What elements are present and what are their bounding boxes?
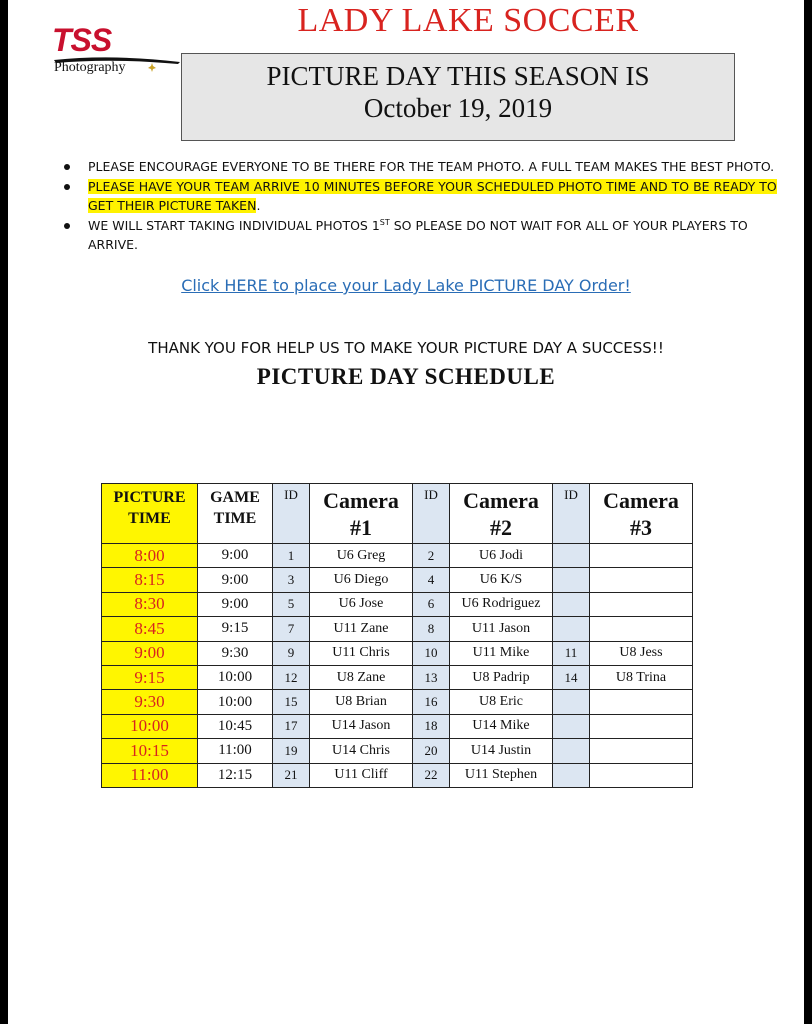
camera-3-cell: U8 Trina bbox=[590, 665, 693, 689]
id-cell: 4 bbox=[413, 568, 450, 592]
banner-date: October 19, 2019 bbox=[363, 93, 553, 123]
game-time-cell: 9:30 bbox=[198, 641, 273, 665]
camera-1-cell: U14 Jason bbox=[310, 714, 413, 738]
table-row bbox=[102, 665, 693, 689]
id-cell: 19 bbox=[273, 739, 310, 763]
instruction-punctuation: . bbox=[256, 198, 261, 213]
instruction-text-highlighted: PLEASE HAVE YOUR TEAM ARRIVE 10 MINUTES BEFORE YOUR SCHEDULED PHOTO TIME AND TO BE READY TO GET THEIR PICTURE TAKEN bbox=[88, 178, 777, 213]
instruction-text: PLEASE ENCOURAGE EVERYONE TO BE THERE FOR THE TEAM PHOTO. A FULL TEAM MAKES THE BEST PHOTO. bbox=[88, 159, 775, 174]
camera-3-cell bbox=[590, 568, 693, 592]
id-cell bbox=[553, 714, 590, 738]
camera-1-cell: U6 Greg bbox=[310, 544, 413, 568]
camera-3-header: Camera #3 bbox=[590, 484, 693, 544]
id-cell: 2 bbox=[413, 544, 450, 568]
table-row bbox=[102, 641, 693, 665]
table-row bbox=[102, 617, 693, 641]
camera-2-cell: U11 Stephen bbox=[450, 763, 553, 787]
id-cell: 1 bbox=[273, 544, 310, 568]
camera-3-cell bbox=[590, 763, 693, 787]
camera-1-header: Camera #1 bbox=[310, 484, 413, 544]
logo-brand: TSS bbox=[52, 22, 112, 58]
id-cell: 8 bbox=[413, 617, 450, 641]
camera-3-cell bbox=[590, 690, 693, 714]
id-cell: 11 bbox=[553, 641, 590, 665]
camera-1-cell: U14 Chris bbox=[310, 739, 413, 763]
table-header-row bbox=[102, 484, 693, 544]
id-cell: 15 bbox=[273, 690, 310, 714]
picture-day-banner bbox=[181, 53, 735, 141]
camera-2-cell: U6 Rodriguez bbox=[450, 592, 553, 616]
camera-3-cell bbox=[590, 617, 693, 641]
camera-1-cell: U6 Jose bbox=[310, 592, 413, 616]
id-cell: 20 bbox=[413, 739, 450, 763]
camera-1-cell: U6 Diego bbox=[310, 568, 413, 592]
camera-1-cell: U8 Brian bbox=[310, 690, 413, 714]
id-cell bbox=[553, 617, 590, 641]
tss-photography-logo bbox=[52, 22, 182, 82]
game-time-cell: 11:00 bbox=[198, 739, 273, 763]
thank-you-message: THANK YOU FOR HELP US TO MAKE YOUR PICTURE DAY A SUCCESS!! bbox=[148, 339, 664, 357]
picture-time-cell: 8:00 bbox=[102, 544, 198, 568]
id-cell: 7 bbox=[273, 617, 310, 641]
bullet-icon bbox=[64, 223, 70, 229]
camera-1-cell: U8 Zane bbox=[310, 665, 413, 689]
table-row bbox=[102, 592, 693, 616]
id-cell bbox=[553, 763, 590, 787]
picture-time-cell: 9:15 bbox=[102, 665, 198, 689]
camera-2-cell: U14 Mike bbox=[450, 714, 553, 738]
game-time-cell: 9:15 bbox=[198, 617, 273, 641]
game-time-cell: 9:00 bbox=[198, 544, 273, 568]
game-time-cell: 10:00 bbox=[198, 690, 273, 714]
id-header: ID bbox=[273, 484, 310, 544]
id-cell: 9 bbox=[273, 641, 310, 665]
bullet-icon bbox=[64, 164, 70, 170]
camera-1-cell: U11 Zane bbox=[310, 617, 413, 641]
picture-time-cell: 9:00 bbox=[102, 641, 198, 665]
id-cell bbox=[553, 592, 590, 616]
id-cell: 22 bbox=[413, 763, 450, 787]
id-header: ID bbox=[553, 484, 590, 544]
instruction-item bbox=[60, 177, 780, 216]
game-time-cell: 10:00 bbox=[198, 665, 273, 689]
camera-2-cell: U14 Justin bbox=[450, 739, 553, 763]
picture-time-cell: 8:30 bbox=[102, 592, 198, 616]
id-cell bbox=[553, 739, 590, 763]
page-title: LADY LAKE SOCCER bbox=[297, 2, 639, 39]
id-cell: 21 bbox=[273, 763, 310, 787]
picture-time-cell: 10:00 bbox=[102, 714, 198, 738]
id-cell: 17 bbox=[273, 714, 310, 738]
table-row bbox=[102, 568, 693, 592]
game-time-cell: 9:00 bbox=[198, 568, 273, 592]
instruction-item bbox=[60, 216, 780, 255]
instruction-text: WE WILL START TAKING INDIVIDUAL PHOTOS 1 bbox=[88, 217, 380, 233]
id-cell: 6 bbox=[413, 592, 450, 616]
camera-2-cell: U11 Mike bbox=[450, 641, 553, 665]
table-row bbox=[102, 763, 693, 787]
camera-3-cell: U8 Jess bbox=[590, 641, 693, 665]
picture-time-cell: 10:15 bbox=[102, 739, 198, 763]
schedule-table bbox=[101, 483, 693, 788]
id-cell bbox=[553, 568, 590, 592]
camera-2-header: Camera #2 bbox=[450, 484, 553, 544]
banner-line-1: PICTURE DAY THIS SEASON IS bbox=[266, 61, 650, 91]
table-row bbox=[102, 739, 693, 763]
id-cell: 5 bbox=[273, 592, 310, 616]
document-page bbox=[8, 0, 804, 1024]
picture-time-cell: 8:45 bbox=[102, 617, 198, 641]
instruction-item bbox=[60, 157, 780, 177]
id-cell: 10 bbox=[413, 641, 450, 665]
picture-time-cell: 9:30 bbox=[102, 690, 198, 714]
camera-2-cell: U6 K/S bbox=[450, 568, 553, 592]
schedule-title: PICTURE DAY SCHEDULE bbox=[256, 364, 556, 389]
id-cell: 13 bbox=[413, 665, 450, 689]
table-row bbox=[102, 544, 693, 568]
id-cell: 12 bbox=[273, 665, 310, 689]
camera-3-cell bbox=[590, 714, 693, 738]
game-time-header: GAME TIME bbox=[198, 484, 273, 544]
game-time-cell: 10:45 bbox=[198, 714, 273, 738]
game-time-cell: 9:00 bbox=[198, 592, 273, 616]
camera-3-cell bbox=[590, 592, 693, 616]
camera-3-cell bbox=[590, 739, 693, 763]
logo-subtitle: Photography bbox=[54, 60, 126, 75]
id-cell: 14 bbox=[553, 665, 590, 689]
game-time-cell: 12:15 bbox=[198, 763, 273, 787]
id-cell: 16 bbox=[413, 690, 450, 714]
id-cell: 18 bbox=[413, 714, 450, 738]
picture-time-header: PICTURE TIME bbox=[102, 484, 198, 544]
table-row bbox=[102, 690, 693, 714]
camera-1-cell: U11 Cliff bbox=[310, 763, 413, 787]
id-cell bbox=[553, 690, 590, 714]
ordinal-suffix: ST bbox=[379, 217, 390, 227]
instructions-list bbox=[60, 157, 780, 255]
order-link[interactable]: Click HERE to place your Lady Lake PICTURE DAY Order! bbox=[181, 276, 631, 295]
picture-time-cell: 8:15 bbox=[102, 568, 198, 592]
table-row bbox=[102, 714, 693, 738]
camera-2-cell: U6 Jodi bbox=[450, 544, 553, 568]
camera-2-cell: U8 Padrip bbox=[450, 665, 553, 689]
id-cell: 3 bbox=[273, 568, 310, 592]
camera-2-cell: U8 Eric bbox=[450, 690, 553, 714]
camera-1-cell: U11 Chris bbox=[310, 641, 413, 665]
id-cell bbox=[553, 544, 590, 568]
picture-time-cell: 11:00 bbox=[102, 763, 198, 787]
id-header: ID bbox=[413, 484, 450, 544]
instruction-text-continued: SO PLEASE DO NOT WAIT FOR ALL OF YOUR PLAYERS TO ARRIVE. bbox=[88, 217, 748, 252]
camera-2-cell: U11 Jason bbox=[450, 617, 553, 641]
camera-3-cell bbox=[590, 544, 693, 568]
bullet-icon bbox=[64, 184, 70, 190]
